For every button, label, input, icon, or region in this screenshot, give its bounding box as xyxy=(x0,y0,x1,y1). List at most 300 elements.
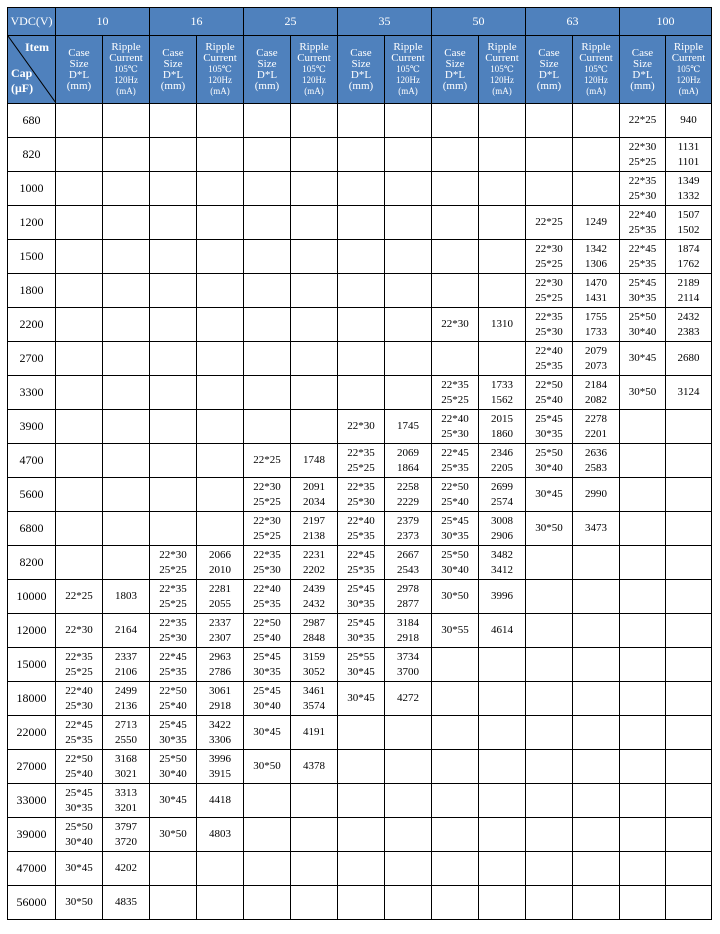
ripple-current-cell xyxy=(385,172,432,206)
case-size-cell xyxy=(150,376,197,410)
table-body xyxy=(8,104,712,920)
case-size-cell: 22*45 25*35 xyxy=(338,546,385,580)
ripple-current-header: Ripple Current 105℃ 120Hz (mA) xyxy=(385,36,432,104)
ripple-current-cell xyxy=(385,308,432,342)
case-size-cell: 22*50 25*40 xyxy=(56,750,103,784)
table-row xyxy=(8,614,712,648)
table-row xyxy=(8,648,712,682)
ripple-current-cell xyxy=(103,444,150,478)
ripple-current-header: Ripple Current 105℃ 120Hz (mA) xyxy=(666,36,712,104)
ripple-current-cell xyxy=(291,274,338,308)
case-size-cell xyxy=(526,580,573,614)
case-size-cell xyxy=(620,444,666,478)
case-size-cell xyxy=(620,886,666,920)
ripple-current-cell: 3168 3021 xyxy=(103,750,150,784)
case-size-cell xyxy=(244,410,291,444)
voltage-header: 50 xyxy=(432,8,526,36)
ripple-current-cell: 2278 2201 xyxy=(573,410,620,444)
ripple-current-cell xyxy=(385,750,432,784)
ripple-current-header: Ripple Current 105℃ 120Hz (mA) xyxy=(573,36,620,104)
capacitance-cell: 10000 xyxy=(8,580,56,614)
voltage-header: 10 xyxy=(56,8,150,36)
case-size-cell xyxy=(56,444,103,478)
ripple-current-cell: 4272 xyxy=(385,682,432,716)
ripple-current-cell xyxy=(197,138,244,172)
ripple-current-cell xyxy=(573,716,620,750)
case-size-cell xyxy=(150,342,197,376)
item-cap-corner xyxy=(8,36,56,104)
capacitance-cell: 3300 xyxy=(8,376,56,410)
table-row xyxy=(8,818,712,852)
case-size-cell: 22*30 25*25 xyxy=(526,274,573,308)
ripple-current-header: Ripple Current 105℃ 120Hz (mA) xyxy=(479,36,526,104)
case-size-cell xyxy=(244,206,291,240)
ripple-current-cell xyxy=(573,648,620,682)
case-size-cell: 22*50 25*40 xyxy=(526,376,573,410)
case-size-cell xyxy=(150,274,197,308)
table-row xyxy=(8,104,712,138)
case-size-cell xyxy=(526,818,573,852)
ripple-current-cell xyxy=(291,342,338,376)
ripple-current-cell: 2184 2082 xyxy=(573,376,620,410)
ripple-current-cell xyxy=(666,444,712,478)
case-size-cell xyxy=(620,546,666,580)
table-row xyxy=(8,784,712,818)
ripple-current-cell: 4191 xyxy=(291,716,338,750)
case-size-cell: 22*35 25*30 xyxy=(244,546,291,580)
ripple-current-cell: 2164 xyxy=(103,614,150,648)
table-row xyxy=(8,886,712,920)
case-size-cell: 25*45 30*35 xyxy=(338,580,385,614)
case-size-cell: 25*50 30*40 xyxy=(526,444,573,478)
case-size-cell xyxy=(338,274,385,308)
ripple-current-cell: 2197 2138 xyxy=(291,512,338,546)
case-size-header: Case Size D*L (mm) xyxy=(338,36,385,104)
case-size-cell xyxy=(338,852,385,886)
case-size-cell xyxy=(244,308,291,342)
case-size-cell xyxy=(56,240,103,274)
case-size-cell: 30*45 xyxy=(244,716,291,750)
ripple-current-cell xyxy=(666,784,712,818)
ripple-current-cell xyxy=(103,342,150,376)
case-size-cell: 30*45 xyxy=(338,682,385,716)
voltage-header: 35 xyxy=(338,8,432,36)
case-size-header: Case Size D*L (mm) xyxy=(620,36,666,104)
ripple-current-cell xyxy=(197,512,244,546)
ripple-current-cell: 3482 3412 xyxy=(479,546,526,580)
case-size-cell: 30*50 xyxy=(620,376,666,410)
capacitance-cell: 18000 xyxy=(8,682,56,716)
case-size-cell: 22*40 25*35 xyxy=(244,580,291,614)
ripple-current-cell xyxy=(666,818,712,852)
case-size-cell: 22*45 25*35 xyxy=(620,240,666,274)
ripple-current-cell xyxy=(103,478,150,512)
ripple-current-cell xyxy=(291,376,338,410)
ripple-current-cell xyxy=(291,308,338,342)
ripple-current-cell xyxy=(666,648,712,682)
case-size-cell: 25*45 30*35 xyxy=(620,274,666,308)
case-size-cell xyxy=(432,274,479,308)
case-size-cell xyxy=(338,818,385,852)
case-size-cell: 22*30 25*25 xyxy=(150,546,197,580)
ripple-current-cell xyxy=(291,104,338,138)
ripple-current-cell xyxy=(479,206,526,240)
case-size-cell: 30*50 xyxy=(244,750,291,784)
ripple-current-cell xyxy=(479,818,526,852)
case-size-cell xyxy=(338,104,385,138)
ripple-current-cell xyxy=(666,886,712,920)
case-size-cell xyxy=(620,716,666,750)
ripple-current-cell: 4378 xyxy=(291,750,338,784)
case-size-cell: 30*50 xyxy=(150,818,197,852)
case-size-cell xyxy=(150,138,197,172)
table-row xyxy=(8,750,712,784)
ripple-current-cell xyxy=(666,546,712,580)
capacitance-cell: 820 xyxy=(8,138,56,172)
case-size-cell xyxy=(244,852,291,886)
ripple-current-cell: 2337 2307 xyxy=(197,614,244,648)
case-size-cell xyxy=(244,172,291,206)
ripple-current-cell xyxy=(291,172,338,206)
case-size-cell xyxy=(526,852,573,886)
table-row xyxy=(8,410,712,444)
ripple-current-cell: 2713 2550 xyxy=(103,716,150,750)
capacitance-cell: 56000 xyxy=(8,886,56,920)
voltage-header: 25 xyxy=(244,8,338,36)
capacitance-cell: 33000 xyxy=(8,784,56,818)
ripple-current-cell: 2015 1860 xyxy=(479,410,526,444)
case-size-cell: 22*35 25*25 xyxy=(338,444,385,478)
case-size-cell: 25*45 30*35 xyxy=(432,512,479,546)
case-size-header: Case Size D*L (mm) xyxy=(244,36,291,104)
ripple-current-cell xyxy=(666,716,712,750)
ripple-current-cell xyxy=(479,886,526,920)
ripple-current-cell xyxy=(197,308,244,342)
table-row xyxy=(8,308,712,342)
ripple-current-cell: 1249 xyxy=(573,206,620,240)
case-size-cell xyxy=(338,716,385,750)
ripple-current-cell: 2699 2574 xyxy=(479,478,526,512)
case-size-cell xyxy=(150,104,197,138)
case-size-cell: 22*30 25*25 xyxy=(244,478,291,512)
ripple-current-cell xyxy=(479,784,526,818)
ripple-current-cell: 3461 3574 xyxy=(291,682,338,716)
case-size-cell xyxy=(432,750,479,784)
ripple-current-cell: 2963 2786 xyxy=(197,648,244,682)
ripple-current-cell: 2337 2106 xyxy=(103,648,150,682)
ripple-current-cell xyxy=(291,886,338,920)
ripple-current-cell: 4614 xyxy=(479,614,526,648)
case-size-cell xyxy=(244,274,291,308)
case-size-cell xyxy=(526,784,573,818)
case-size-cell xyxy=(244,886,291,920)
ripple-current-cell xyxy=(666,750,712,784)
case-size-cell xyxy=(526,172,573,206)
case-size-cell xyxy=(432,240,479,274)
case-size-cell: 22*50 25*40 xyxy=(150,682,197,716)
case-size-cell: 22*40 25*35 xyxy=(526,342,573,376)
ripple-current-cell xyxy=(197,104,244,138)
ripple-current-cell: 2091 2034 xyxy=(291,478,338,512)
ripple-current-cell xyxy=(479,274,526,308)
cap-label: Cap (μF) xyxy=(11,66,34,95)
table-row xyxy=(8,274,712,308)
ripple-current-cell: 1803 xyxy=(103,580,150,614)
ripple-current-cell xyxy=(197,206,244,240)
case-size-cell xyxy=(338,172,385,206)
capacitance-cell: 1800 xyxy=(8,274,56,308)
capacitance-cell: 5600 xyxy=(8,478,56,512)
ripple-current-cell xyxy=(197,342,244,376)
spec-table-container xyxy=(7,7,712,920)
ripple-current-cell xyxy=(385,376,432,410)
ripple-current-cell xyxy=(479,138,526,172)
case-size-cell: 22*40 25*35 xyxy=(620,206,666,240)
ripple-current-cell: 2281 2055 xyxy=(197,580,244,614)
case-size-cell xyxy=(526,138,573,172)
case-size-cell xyxy=(338,886,385,920)
ripple-current-cell xyxy=(666,580,712,614)
case-size-cell xyxy=(150,852,197,886)
capacitance-cell: 1200 xyxy=(8,206,56,240)
case-size-cell xyxy=(244,240,291,274)
case-size-cell: 22*40 25*30 xyxy=(432,410,479,444)
ripple-current-cell xyxy=(666,478,712,512)
case-size-cell: 22*25 xyxy=(526,206,573,240)
case-size-cell xyxy=(56,104,103,138)
ripple-current-cell: 2432 2383 xyxy=(666,308,712,342)
ripple-current-cell xyxy=(103,376,150,410)
ripple-current-cell xyxy=(385,852,432,886)
capacitance-cell: 2200 xyxy=(8,308,56,342)
case-size-cell: 30*45 xyxy=(620,342,666,376)
case-size-cell: 22*45 25*35 xyxy=(150,648,197,682)
ripple-current-cell xyxy=(479,716,526,750)
case-size-cell: 22*30 25*25 xyxy=(620,138,666,172)
case-size-cell: 25*50 30*40 xyxy=(620,308,666,342)
ripple-current-cell xyxy=(103,104,150,138)
ripple-current-cell xyxy=(385,818,432,852)
ripple-current-cell xyxy=(573,784,620,818)
case-size-cell xyxy=(56,138,103,172)
ripple-current-cell xyxy=(666,614,712,648)
case-size-cell: 30*45 xyxy=(56,852,103,886)
case-size-cell xyxy=(526,104,573,138)
ripple-current-cell: 2346 2205 xyxy=(479,444,526,478)
case-size-cell: 22*35 25*30 xyxy=(620,172,666,206)
ripple-current-cell xyxy=(479,852,526,886)
ripple-current-cell xyxy=(103,274,150,308)
ripple-current-cell: 2978 2877 xyxy=(385,580,432,614)
case-size-cell xyxy=(432,342,479,376)
ripple-current-cell: 2680 xyxy=(666,342,712,376)
case-size-cell: 22*35 25*30 xyxy=(150,614,197,648)
case-size-cell xyxy=(56,478,103,512)
case-size-cell xyxy=(620,852,666,886)
case-size-cell xyxy=(150,240,197,274)
ripple-current-cell: 3996 3915 xyxy=(197,750,244,784)
capacitance-cell: 39000 xyxy=(8,818,56,852)
ripple-current-cell: 2066 2010 xyxy=(197,546,244,580)
ripple-current-cell xyxy=(666,852,712,886)
capacitance-cell: 1500 xyxy=(8,240,56,274)
case-size-cell xyxy=(432,104,479,138)
case-size-cell: 25*55 30*45 xyxy=(338,648,385,682)
case-size-cell: 30*50 xyxy=(56,886,103,920)
ripple-current-cell xyxy=(103,410,150,444)
case-size-cell xyxy=(244,784,291,818)
case-size-cell: 25*45 30*35 xyxy=(526,410,573,444)
case-size-cell: 30*50 xyxy=(432,580,479,614)
ripple-current-cell xyxy=(573,546,620,580)
case-size-cell xyxy=(432,784,479,818)
ripple-current-cell: 3422 3306 xyxy=(197,716,244,750)
case-size-cell xyxy=(56,512,103,546)
capacitance-cell: 6800 xyxy=(8,512,56,546)
ripple-current-cell xyxy=(291,206,338,240)
ripple-current-cell xyxy=(197,852,244,886)
ripple-current-cell: 2667 2543 xyxy=(385,546,432,580)
ripple-current-cell xyxy=(666,682,712,716)
ripple-current-cell: 2258 2229 xyxy=(385,478,432,512)
voltage-header-row xyxy=(8,8,712,36)
case-size-cell: 22*45 25*35 xyxy=(56,716,103,750)
ripple-current-cell xyxy=(103,546,150,580)
case-size-cell xyxy=(526,546,573,580)
ripple-current-cell: 4835 xyxy=(103,886,150,920)
ripple-current-cell: 2231 2202 xyxy=(291,546,338,580)
ripple-current-cell: 3159 3052 xyxy=(291,648,338,682)
ripple-current-cell xyxy=(479,104,526,138)
ripple-current-cell: 3797 3720 xyxy=(103,818,150,852)
case-size-cell: 22*30 25*25 xyxy=(526,240,573,274)
ripple-current-cell xyxy=(291,818,338,852)
case-size-cell xyxy=(432,138,479,172)
ripple-current-cell: 2189 2114 xyxy=(666,274,712,308)
ripple-current-cell xyxy=(573,750,620,784)
case-size-cell xyxy=(620,750,666,784)
case-size-cell: 22*35 25*30 xyxy=(526,308,573,342)
case-size-cell: 25*45 30*35 xyxy=(338,614,385,648)
ripple-current-cell: 1470 1431 xyxy=(573,274,620,308)
ripple-current-cell: 1733 1562 xyxy=(479,376,526,410)
case-size-cell xyxy=(338,342,385,376)
ripple-current-cell xyxy=(385,784,432,818)
ripple-current-cell xyxy=(573,104,620,138)
ripple-current-cell xyxy=(291,410,338,444)
case-size-cell: 22*50 25*40 xyxy=(432,478,479,512)
ripple-current-cell xyxy=(385,138,432,172)
case-size-cell xyxy=(56,376,103,410)
case-size-cell xyxy=(150,886,197,920)
capacitance-cell: 12000 xyxy=(8,614,56,648)
ripple-current-cell: 2987 2848 xyxy=(291,614,338,648)
capacitance-cell: 1000 xyxy=(8,172,56,206)
table-row xyxy=(8,240,712,274)
ripple-current-cell xyxy=(479,648,526,682)
ripple-current-cell xyxy=(197,886,244,920)
case-size-cell xyxy=(620,648,666,682)
ripple-current-cell xyxy=(479,750,526,784)
voltage-header: 100 xyxy=(620,8,712,36)
case-size-cell xyxy=(338,784,385,818)
ripple-current-cell xyxy=(103,206,150,240)
ripple-current-cell xyxy=(385,206,432,240)
case-size-cell xyxy=(620,478,666,512)
ripple-current-cell xyxy=(666,410,712,444)
case-size-cell: 22*40 25*30 xyxy=(56,682,103,716)
ripple-current-cell: 1507 1502 xyxy=(666,206,712,240)
case-size-cell: 22*30 xyxy=(432,308,479,342)
table-row xyxy=(8,716,712,750)
ripple-current-cell xyxy=(197,240,244,274)
capacitance-cell: 47000 xyxy=(8,852,56,886)
case-size-cell: 22*30 xyxy=(56,614,103,648)
table-row xyxy=(8,512,712,546)
case-size-cell: 22*50 25*40 xyxy=(244,614,291,648)
case-size-cell xyxy=(150,172,197,206)
capacitor-spec-table xyxy=(7,7,712,920)
case-size-cell xyxy=(150,410,197,444)
ripple-current-cell xyxy=(291,138,338,172)
ripple-current-cell: 1755 1733 xyxy=(573,308,620,342)
table-row xyxy=(8,852,712,886)
ripple-current-cell xyxy=(479,342,526,376)
ripple-current-cell: 1349 1332 xyxy=(666,172,712,206)
case-size-cell xyxy=(526,750,573,784)
ripple-current-cell xyxy=(197,172,244,206)
capacitance-cell: 680 xyxy=(8,104,56,138)
case-size-cell xyxy=(526,614,573,648)
case-size-cell xyxy=(432,206,479,240)
ripple-current-cell: 3313 3201 xyxy=(103,784,150,818)
ripple-current-cell: 2069 1864 xyxy=(385,444,432,478)
capacitance-cell: 22000 xyxy=(8,716,56,750)
case-size-cell: 30*45 xyxy=(526,478,573,512)
ripple-current-cell: 1748 xyxy=(291,444,338,478)
ripple-current-cell: 2636 2583 xyxy=(573,444,620,478)
capacitance-cell: 27000 xyxy=(8,750,56,784)
case-size-cell: 22*25 xyxy=(56,580,103,614)
case-size-cell xyxy=(244,138,291,172)
table-row xyxy=(8,172,712,206)
case-size-cell xyxy=(244,818,291,852)
ripple-current-cell xyxy=(197,444,244,478)
ripple-current-cell: 1310 xyxy=(479,308,526,342)
case-size-cell: 30*45 xyxy=(150,784,197,818)
ripple-current-cell xyxy=(291,240,338,274)
case-size-cell: 22*35 25*30 xyxy=(338,478,385,512)
vdc-label: VDC(V) xyxy=(8,8,56,36)
case-size-cell xyxy=(526,648,573,682)
case-size-cell: 22*40 25*35 xyxy=(338,512,385,546)
case-size-cell: 22*25 xyxy=(244,444,291,478)
case-size-cell xyxy=(432,682,479,716)
capacitance-cell: 3900 xyxy=(8,410,56,444)
ripple-current-cell: 3734 3700 xyxy=(385,648,432,682)
case-size-cell xyxy=(244,342,291,376)
ripple-current-cell xyxy=(385,342,432,376)
ripple-current-cell: 4803 xyxy=(197,818,244,852)
case-size-cell xyxy=(432,852,479,886)
ripple-current-cell: 3184 2918 xyxy=(385,614,432,648)
case-size-cell xyxy=(620,410,666,444)
ripple-current-cell: 1745 xyxy=(385,410,432,444)
ripple-current-cell: 3473 xyxy=(573,512,620,546)
ripple-current-cell: 1342 1306 xyxy=(573,240,620,274)
capacitance-cell: 15000 xyxy=(8,648,56,682)
ripple-current-cell xyxy=(479,172,526,206)
